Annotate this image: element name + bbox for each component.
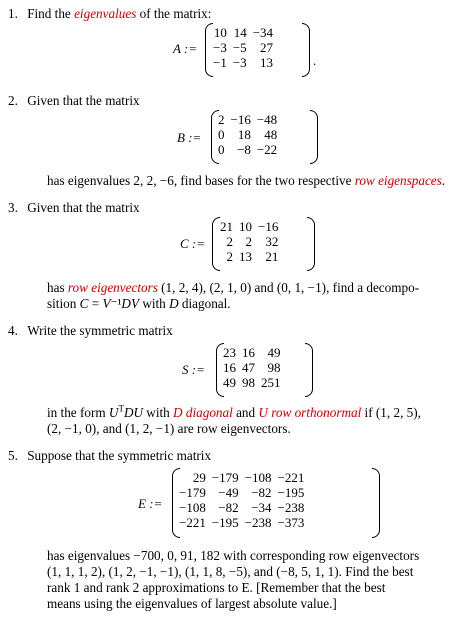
matrix-cell: 23 xyxy=(223,345,236,360)
matrix-cell: 16 xyxy=(223,360,236,375)
tail-text: with xyxy=(143,405,174,420)
matrix-entries xyxy=(176,470,307,530)
matrix-cell: 2 xyxy=(245,234,252,249)
problem-number: 1. xyxy=(8,6,18,21)
problem-3-tail-2 xyxy=(47,295,231,312)
matrix-name: A := xyxy=(173,41,198,56)
intro-text: Write the symmetric matrix xyxy=(27,323,173,338)
math-symbol: V xyxy=(102,296,111,311)
problem-5-tail-4: means using the eigenvalues of largest absolute value.] xyxy=(47,596,337,611)
matrix-cell: −48 xyxy=(256,112,278,127)
matrix-cell: −16 xyxy=(230,112,251,127)
matrix-cell: 13 xyxy=(260,55,274,70)
matrix-cell: −179 xyxy=(211,470,239,485)
tail-text: = xyxy=(88,296,103,311)
problem-3-tail-1 xyxy=(47,279,419,296)
tail-text: and xyxy=(232,405,259,420)
matrix-cell: 14 xyxy=(233,25,247,40)
matrix-cell: 2 xyxy=(226,249,233,264)
right-paren xyxy=(307,217,315,271)
matrix-cell: −373 xyxy=(277,515,305,530)
problem-5-tail-3: rank 1 and rank 2 approximations to E. [Remember that the best xyxy=(47,580,386,595)
matrix-cell: −82 xyxy=(251,485,272,500)
problem-4-tail-1 xyxy=(47,404,421,421)
highlight-term: row eigenspaces xyxy=(354,173,442,188)
matrix-cell: −1 xyxy=(213,55,227,70)
math-symbol: DU xyxy=(123,405,143,420)
tail-text: . xyxy=(441,173,446,188)
tail-text: in the form xyxy=(47,405,109,420)
matrix-name: E := xyxy=(138,496,163,511)
highlight-term: eigenvalues xyxy=(74,6,137,21)
problem-5-intro xyxy=(8,447,211,464)
intro-text: Find the xyxy=(27,6,75,21)
matrix-cell: 47 xyxy=(242,360,255,375)
highlight-term: row eigenvectors xyxy=(67,280,158,295)
matrix-cell: 29 xyxy=(192,470,206,485)
matrix-B xyxy=(0,108,471,168)
matrix-name: B := xyxy=(177,130,202,145)
problem-5-tail-1: has eigenvalues −700, 0, 91, 182 with corresponding row eigenvectors xyxy=(47,548,420,563)
tail-text: with xyxy=(139,296,170,311)
tail-text: if (1, 2, 5), xyxy=(361,405,421,420)
matrix-cell: 0 xyxy=(218,142,225,157)
problem-3-intro xyxy=(8,199,140,216)
matrix-entries xyxy=(210,25,276,70)
math-symbol: DV xyxy=(121,296,140,311)
matrix-cell: 49 xyxy=(223,375,236,390)
matrix-S xyxy=(0,341,471,401)
matrix-cell: −238 xyxy=(244,515,272,530)
math-symbol: C xyxy=(79,296,89,311)
tail-text: has eigenvalues 2, 2, −6, find bases for the two respective xyxy=(47,173,355,188)
matrix-cell: −34 xyxy=(252,25,274,40)
matrix-cell: 16 xyxy=(242,345,255,360)
matrix-cell: −22 xyxy=(256,142,278,157)
matrix-cell: 49 xyxy=(267,345,281,360)
matrix-cell: −108 xyxy=(179,500,206,515)
problem-4-tail-2 xyxy=(47,420,291,437)
tail-text: (1, 2, 4), (2, 1, 0) and (0, 1, −1), find a decompo- xyxy=(157,280,420,295)
problem-2-tail xyxy=(47,172,445,189)
problem-number: 4. xyxy=(8,323,18,338)
math-symbol: D xyxy=(169,296,179,311)
matrix-cell: 10 xyxy=(213,25,227,40)
matrix-cell: −238 xyxy=(277,500,305,515)
matrix-cell: −16 xyxy=(258,219,279,234)
matrix-entries xyxy=(217,219,281,264)
matrix-cell: −195 xyxy=(211,515,239,530)
matrix-cell: 98 xyxy=(242,375,255,390)
superscript: T xyxy=(118,403,124,414)
matrix-cell: −221 xyxy=(277,470,305,485)
matrix-cell: −5 xyxy=(232,40,247,55)
matrix-cell: 48 xyxy=(264,127,278,142)
intro-text: of the matrix: xyxy=(136,6,212,21)
problem-number: 5. xyxy=(8,448,18,463)
highlight-term: D xyxy=(173,405,183,420)
matrix-cell: −82 xyxy=(218,500,239,515)
superscript: ⁻¹ xyxy=(110,296,122,311)
matrix-cell: −179 xyxy=(179,485,206,500)
problem-5-tail-2: (1, 1, 1, 2), (1, 2, −1, −1), (1, 1, 8, −5), and (−8, 5, 1, 1). Find the best xyxy=(47,564,414,579)
problem-4-intro xyxy=(8,322,173,339)
right-paren xyxy=(310,110,318,164)
matrix-cell: −3 xyxy=(232,55,247,70)
problem-number: 3. xyxy=(8,200,18,215)
matrix-cell: 2 xyxy=(226,234,233,249)
intro-text: Suppose that the symmetric matrix xyxy=(27,448,212,463)
matrix-cell: −195 xyxy=(277,485,305,500)
matrix-cell: 13 xyxy=(239,249,252,264)
matrix-cell: 21 xyxy=(265,249,279,264)
matrix-cell: −49 xyxy=(218,485,239,500)
highlight-term: U xyxy=(258,405,268,420)
intro-text: Given that the matrix xyxy=(27,200,140,215)
matrix-A xyxy=(0,21,471,81)
matrix-cell: 251 xyxy=(261,375,281,390)
matrix-cell: −8 xyxy=(237,142,251,157)
matrix-period: . xyxy=(313,53,317,68)
highlight-term: diagonal xyxy=(185,405,233,420)
problem-2-intro xyxy=(8,92,140,109)
problem-number: 2. xyxy=(8,93,18,108)
matrix-entries xyxy=(220,345,284,390)
matrix-name: S := xyxy=(182,362,205,377)
matrix-cell: −108 xyxy=(244,470,272,485)
matrix-C xyxy=(0,215,471,275)
tail-text: (2, −1, 0), and (1, 2, −1) are row eigenvectors. xyxy=(47,421,291,436)
matrix-cell: −34 xyxy=(251,500,272,515)
matrix-cell: −3 xyxy=(213,40,227,55)
problem-1-intro xyxy=(8,5,211,22)
matrix-cell: 32 xyxy=(265,234,279,249)
tail-text: has xyxy=(47,280,68,295)
matrix-E xyxy=(0,466,471,542)
matrix-cell: 10 xyxy=(239,219,252,234)
right-paren xyxy=(305,343,313,397)
matrix-cell: −221 xyxy=(179,515,206,530)
right-paren xyxy=(302,23,310,77)
right-paren xyxy=(372,468,380,538)
highlight-term: row orthonormal xyxy=(271,405,362,420)
math-symbol: U xyxy=(108,405,119,420)
matrix-cell: 2 xyxy=(218,112,225,127)
tail-text: sition xyxy=(47,296,80,311)
matrix-cell: 18 xyxy=(237,127,251,142)
intro-text: Given that the matrix xyxy=(27,93,140,108)
matrix-cell: 0 xyxy=(218,127,225,142)
matrix-cell: 98 xyxy=(267,360,281,375)
matrix-cell: 27 xyxy=(260,40,274,55)
matrix-entries xyxy=(215,112,280,157)
matrix-cell: 21 xyxy=(220,219,233,234)
matrix-name: C := xyxy=(180,236,206,251)
tail-text: diagonal. xyxy=(178,296,231,311)
